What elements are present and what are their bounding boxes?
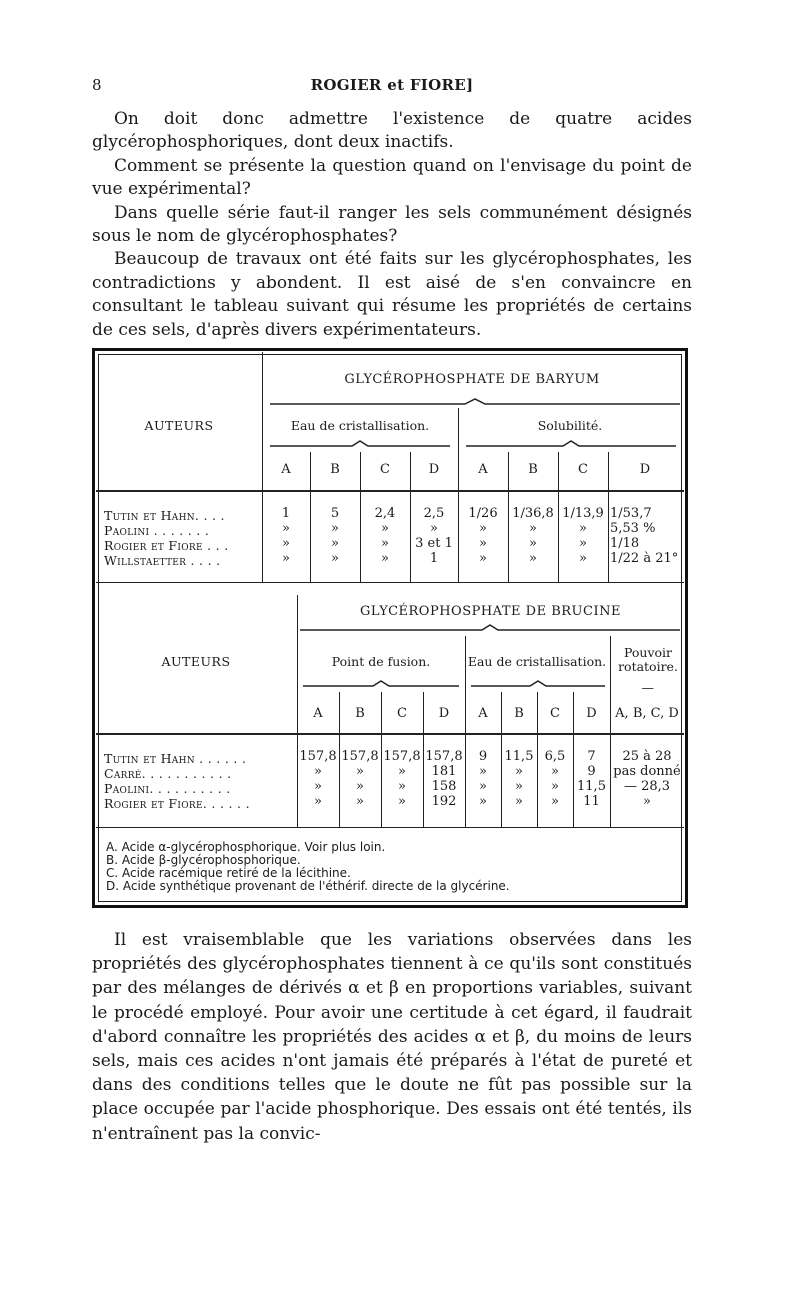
running-head: [92, 76, 692, 98]
group-eau: Eau de cristallisation.: [290, 418, 430, 433]
group-solubilite: Solubilité.: [537, 418, 603, 433]
table-cell: 157,8: [383, 749, 421, 764]
table-cell: 158: [431, 779, 457, 794]
brace-icon: [471, 680, 605, 690]
table-cell: 11: [583, 794, 600, 809]
table-cell: »: [529, 536, 537, 551]
table-cell: 1: [281, 506, 291, 521]
table-cell: 1/53,7: [610, 506, 652, 521]
brace-icon: [300, 624, 680, 634]
table-cell: »: [529, 551, 537, 566]
column-header: A: [313, 706, 323, 721]
column-header: A, B, C, D: [615, 706, 679, 721]
table-cell: 11,5: [504, 749, 534, 764]
table-cell: »: [398, 794, 406, 809]
table-cell: »: [381, 551, 389, 566]
table-cell: 1: [429, 551, 439, 566]
author-cell: Paolini. . . . . . . . . .: [104, 781, 231, 796]
table-cell: »: [579, 551, 587, 566]
column-header: B: [528, 462, 538, 477]
table-rule: [96, 733, 684, 735]
paragraph: Dans quelle série faut-il ranger les sels communément désignés sous le nom de glycérophosphates?: [92, 202, 692, 247]
column-header: C: [578, 462, 588, 477]
column-header: C: [397, 706, 407, 721]
table-title-baryum: GLYCÉROPHOSPHATE DE BARYUM: [344, 372, 600, 387]
table-cell: »: [479, 764, 487, 779]
paragraph: Comment se présente la question quand on l'envisage du point de vue expérimental?: [92, 155, 692, 200]
running-title: ROGIER et FIORE]: [310, 76, 474, 94]
table-cell: 181: [431, 764, 457, 779]
table-title-brucine: GLYCÉROPHOSPHATE DE BRUCINE: [360, 604, 621, 619]
column-header: A: [478, 462, 488, 477]
table-cell: 5: [330, 506, 340, 521]
table-cell: 2,5: [423, 506, 445, 521]
table-cell: »: [529, 521, 537, 536]
footnote: B. Acide β-glycérophosphorique.: [106, 853, 301, 867]
footnote: C. Acide racémique retiré de la lécithine.: [106, 866, 351, 880]
author-cell: Tutin et Hahn . . . . . .: [104, 751, 247, 766]
table-cell: 2,4: [374, 506, 396, 521]
table-cell: »: [479, 536, 487, 551]
table-rule: [96, 827, 684, 828]
brace-icon: [466, 440, 676, 450]
paragraph: On doit donc admettre l'existence de quatre acides glycérophosphoriques, dont deux inactifs.: [92, 109, 692, 153]
table-cell: »: [430, 521, 438, 536]
table-cell: »: [356, 779, 364, 794]
table-cell: »: [381, 521, 389, 536]
table-cell: 1/36,8: [512, 506, 554, 521]
table-cell: »: [331, 551, 339, 566]
table-cell: 11,5: [577, 779, 606, 794]
author-cell: Rogier et Fiore . . .: [104, 538, 229, 553]
table-cell: 157,8: [341, 749, 379, 764]
table-cell: »: [551, 764, 559, 779]
table-cell: »: [479, 779, 487, 794]
author-cell: Tutin et Hahn. . . .: [104, 508, 225, 523]
column-header: A: [281, 462, 291, 477]
table-cell: »: [398, 764, 406, 779]
table-cell: 157,8: [299, 749, 337, 764]
table-cell: »: [381, 536, 389, 551]
authors-label: AUTEURS: [161, 654, 231, 669]
table-cell: »: [282, 521, 290, 536]
table-cell: 7: [587, 749, 596, 764]
table-cell: »: [515, 764, 523, 779]
column-header: A: [478, 706, 488, 721]
column-header: D: [438, 706, 450, 721]
table-cell: 9: [478, 749, 488, 764]
column-header: C: [550, 706, 560, 721]
table-cell: »: [479, 794, 487, 809]
table-cell: »: [479, 551, 487, 566]
table-cell: »: [551, 794, 559, 809]
table-cell: 1/13,9: [562, 506, 604, 521]
group-pouvoir: Pouvoir rotatoire.: [618, 645, 678, 674]
table-cell: »: [314, 764, 322, 779]
authors-label: AUTEURS: [144, 418, 214, 433]
column-header: B: [514, 706, 524, 721]
table-rule: [96, 582, 684, 583]
table-cell: 1/22 à 21°: [610, 551, 679, 566]
group-fusion: Point de fusion.: [331, 654, 431, 669]
column-header: D: [586, 706, 597, 721]
table-cell: »: [282, 536, 290, 551]
table-cell: »: [479, 521, 487, 536]
column-header: B: [330, 462, 340, 477]
table-cell: »: [331, 521, 339, 536]
table-cell: »: [282, 551, 290, 566]
table-cell: »: [314, 779, 322, 794]
brace-icon: [303, 680, 459, 690]
author-cell: Rogier et Fiore. . . . . .: [104, 796, 250, 811]
brace-icon: [270, 440, 450, 450]
table-cell: 157,8: [425, 749, 463, 764]
table-rule: [96, 490, 684, 492]
table-cell: »: [551, 779, 559, 794]
author-cell: Carré. . . . . . . . . . .: [104, 766, 232, 781]
table-cell: — 28,3: [623, 779, 671, 794]
author-cell: Willstaetter . . . .: [104, 553, 221, 568]
table-cell: 5,53 %: [610, 521, 656, 536]
group-eau-brucine: Eau de cristallisation.: [467, 654, 607, 669]
column-header: D: [428, 462, 440, 477]
table-cell: »: [356, 794, 364, 809]
pouvoir-dash: —: [641, 680, 655, 695]
column-header: B: [355, 706, 365, 721]
footnote: A. Acide α-glycérophosphorique. Voir plus loin.: [106, 840, 386, 854]
table-cell: 3 et 1: [415, 536, 453, 551]
table-cell: »: [331, 536, 339, 551]
table-cell: 25 à 28: [622, 749, 672, 764]
intro-text: [92, 108, 692, 342]
table-cell: »: [398, 779, 406, 794]
table-cell: 1/18: [610, 536, 640, 551]
table-cell: »: [579, 521, 587, 536]
column-header: D: [639, 462, 651, 477]
column-header: C: [380, 462, 390, 477]
closing-text: [92, 928, 692, 1146]
paragraph: Il est vraisemblable que les variations observées dans les propriétés des glycérophosphates tiennent à ce qu'ils sont constitués par des mélanges de dérivés α et β en proportions variables, suivant le procédé employé. Pour avoir une certitude à cet égard, il faudrait d'abord connaître les propriétés des acides α et β, du moins de leurs sels, mais ces acides n'ont jamais été préparés à l'état de pureté et dans des conditions telles que le doute ne fût pas possible sur la place occupée par l'acide phosphorique. Des essais ont été tentés, ils n'entraînent pas la convic-: [92, 930, 692, 1144]
table-cell: 6,5: [544, 749, 566, 764]
table-cell: »: [643, 794, 651, 809]
paragraph: Beaucoup de travaux ont été faits sur les glycérophosphates, les contradictions y abondent. Il est aisé de s'en convaincre en consultant le tableau suivant qui résume les propriétés de certains de ces sels, d'après divers expérimentateurs.: [92, 249, 692, 340]
table-cell: »: [515, 794, 523, 809]
footnote: D. Acide synthétique provenant de l'éthérif. directe de la glycérine.: [106, 879, 510, 893]
table-cell: pas donné: [613, 764, 681, 779]
table-cell: »: [515, 779, 523, 794]
table-cell: 192: [431, 794, 457, 809]
table-cell: 1/26: [468, 506, 498, 521]
table-cell: »: [579, 536, 587, 551]
page-number: 8: [92, 76, 102, 94]
brace-icon: [270, 398, 680, 408]
table-cell: »: [356, 764, 364, 779]
table-cell: »: [314, 794, 322, 809]
table-cell: 9: [587, 764, 596, 779]
author-cell: Paolini . . . . . . .: [104, 523, 210, 538]
